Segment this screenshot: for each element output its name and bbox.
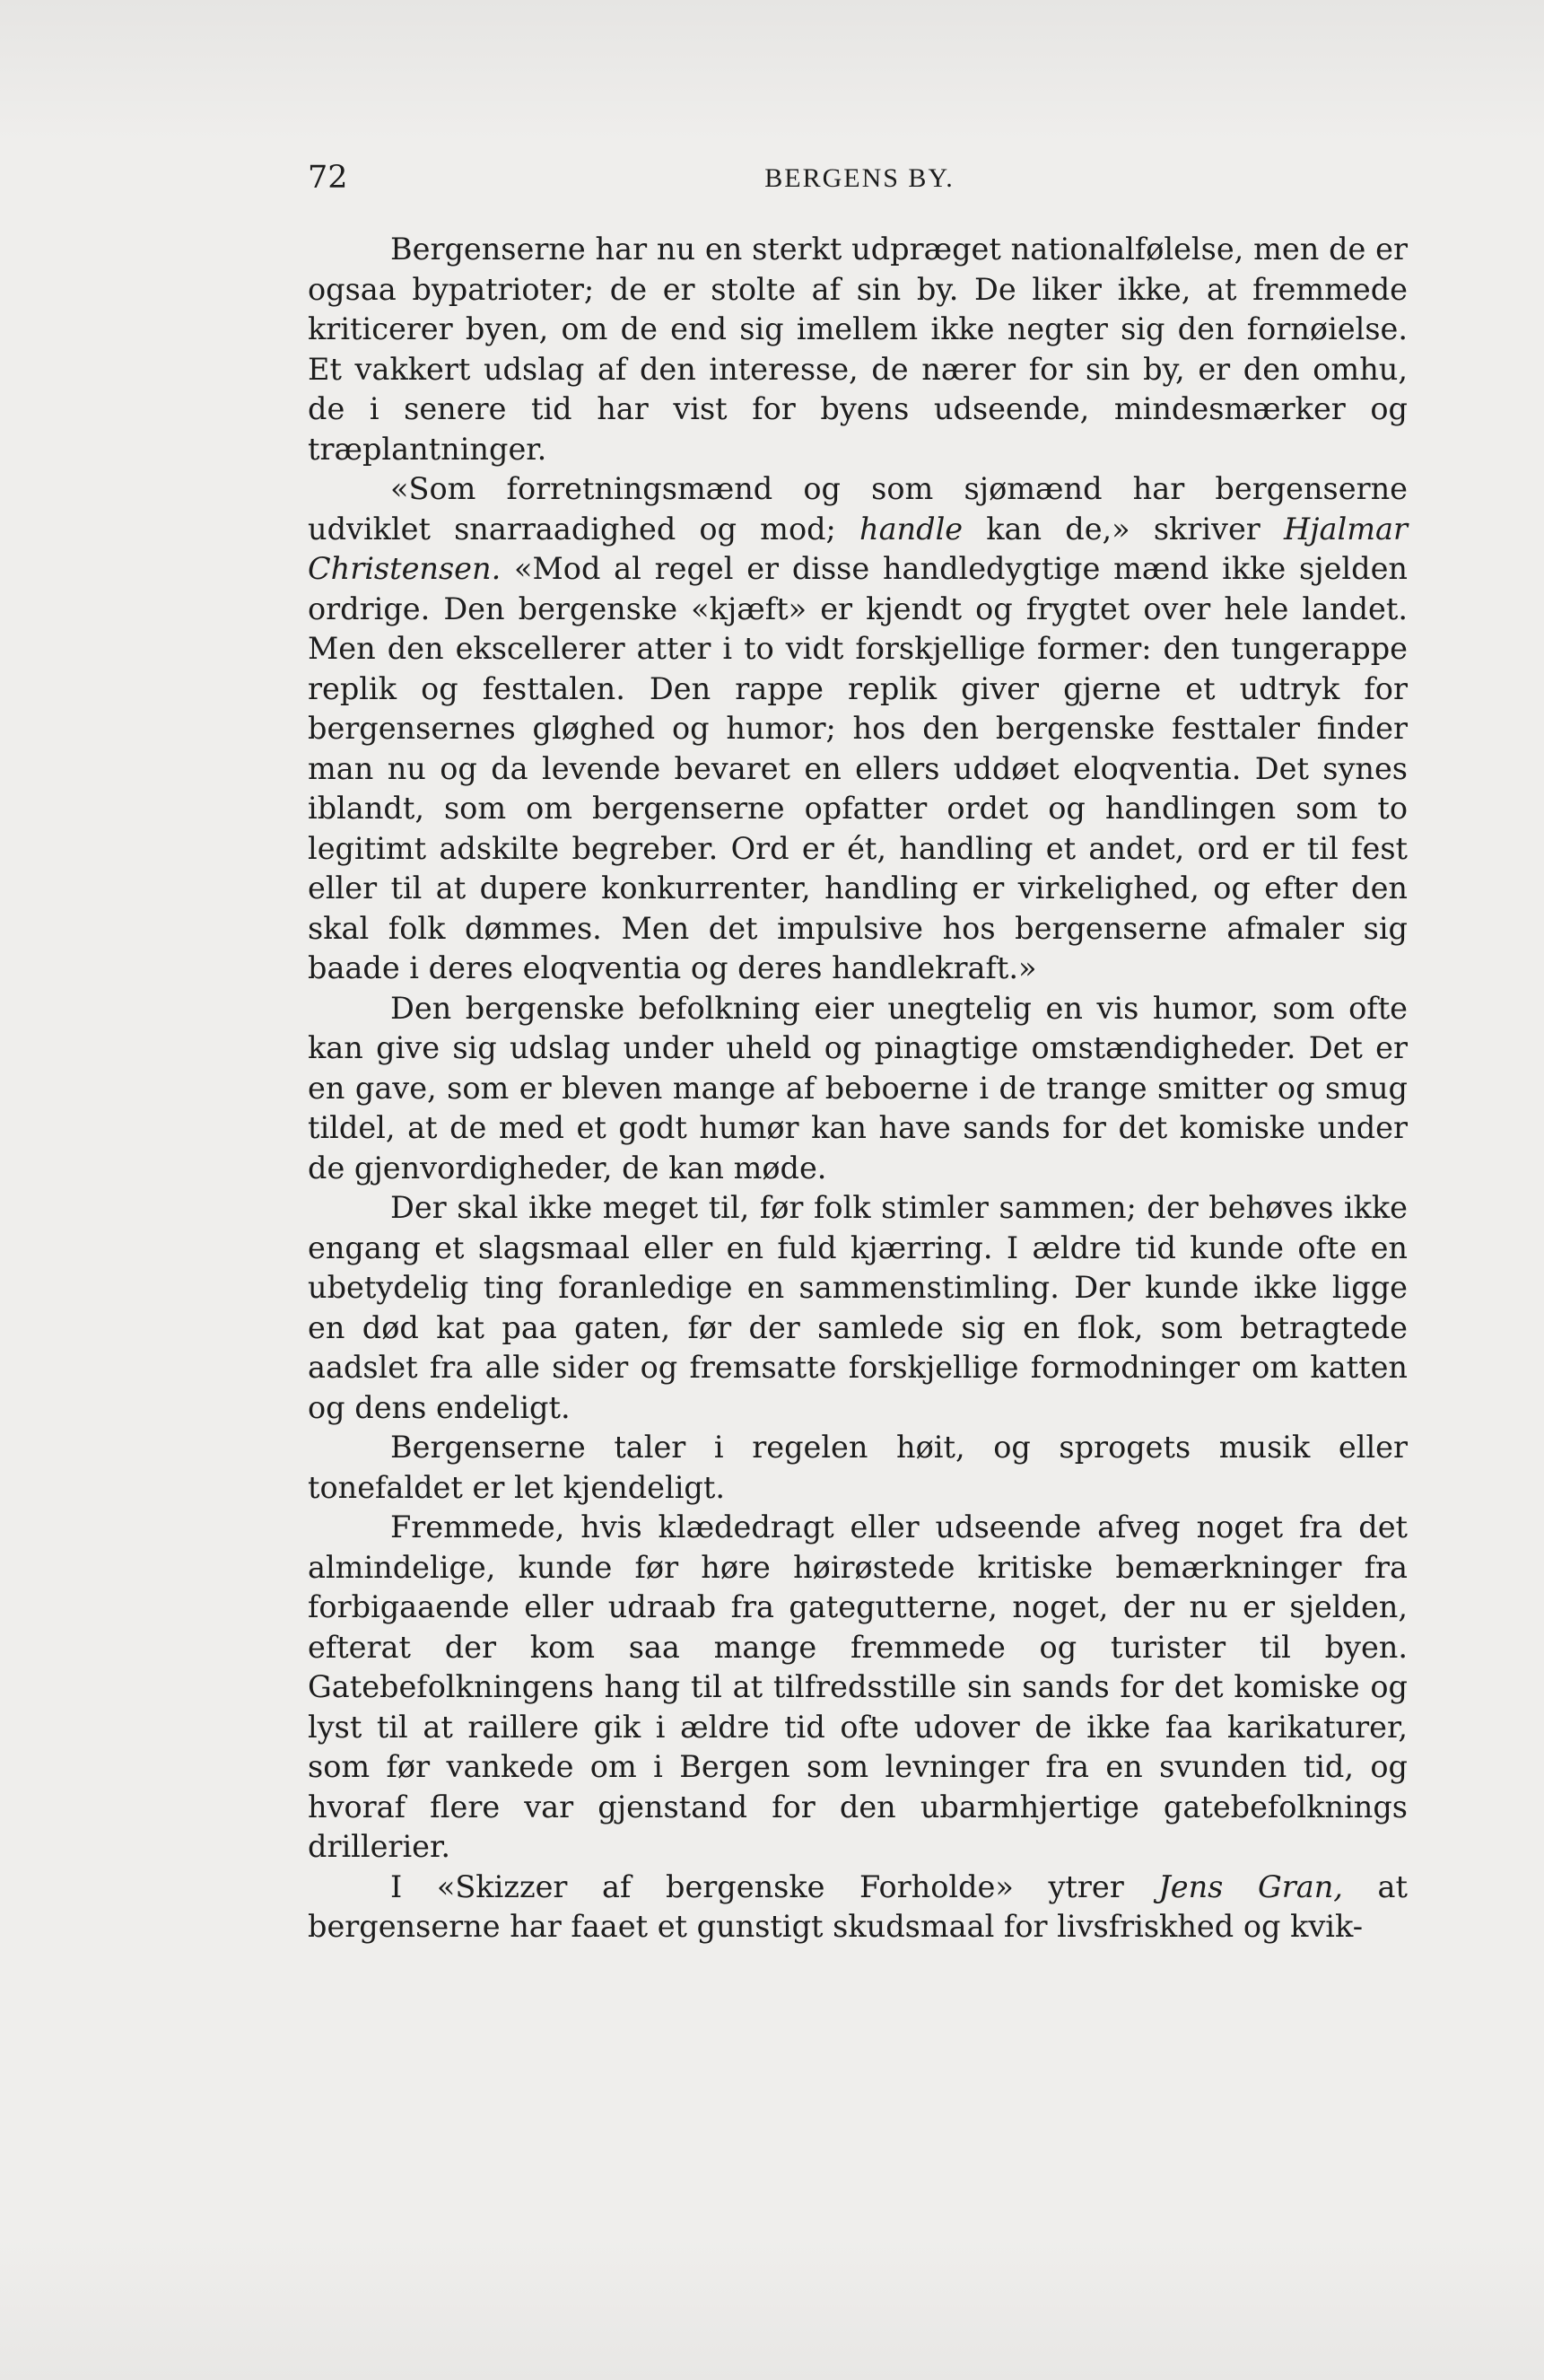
paragraph	[308, 989, 1408, 1189]
page-header	[308, 151, 1384, 205]
paragraph	[308, 230, 1408, 469]
text-segment: Der skal ikke meget til, før folk stimler sammen; der behøves ikke engang et slagsmaal eller en fuld kjærring. I ældre tid kunde ofte en ubetydelig ting foranledige en sammenstimling. Der kunde ikke ligge en død kat paa gaten, før der samlede sig en flok, som betragtede aadslet fra alle sider og fremsatte forskjellige formodninger om katten og dens endeligt.	[308, 1190, 1408, 1425]
paragraph	[308, 1428, 1408, 1508]
text-segment: kan de,» skriver	[963, 511, 1284, 547]
text-segment: «Mod al regel er disse handledygtige mænd ikke sjelden ordrige. Den bergenske «kjæft» er kjendt og frygtet over hele landet. Men den ekscellerer atter i to vidt forskjellige former: den tungerappe replik og festtalen. Den rappe replik giver gjerne et udtryk for bergensernes gløghed og humor; hos den bergenske festtaler finder man nu og da levende bevaret en ellers uddøet eloqventia. Det synes iblandt, som om bergenserne opfatter ordet og handlingen som to legitimt adskilte begreber. Ord er ét, handling et andet, ord er til fest eller til at dupere konkurrenter, handling er virkelighed, og efter den skal folk dømmes. Men det impulsive hos bergenserne afmaler sig baade i deres eloqventia og deres handlekraft.»	[308, 551, 1408, 985]
paragraph	[308, 1508, 1408, 1868]
text-segment: at bergenserne har faaet et gunstigt skudsmaal for livsfriskhed og kvik-	[308, 1868, 1408, 1944]
italic-word: handle	[859, 511, 964, 547]
text-segment: Fremmede, hvis klædedragt eller udseende afveg noget fra det almindelige, kunde før høre høirøstede kritiske bemærkninger fra forbigaaende eller udraab fra gategutterne, noget, der nu er sjelden, efterat der kom saa mange fremmede og turister til byen. Gatebefolkningens hang til at tilfredsstille sin sands for det komiske og lyst til at raillere gik i ældre tid ofte udover de ikke faa karikaturer, som før vankede om i Bergen som levninger fra en svunden tid, og hvoraf flere var gjenstand for den ubarmhjertige gatebefolknings drillerier.	[308, 1509, 1408, 1864]
paragraph	[308, 1188, 1408, 1428]
text-segment: Bergenserne taler i regelen høit, og sprogets musik eller tonefaldet er let kjendeligt.	[308, 1430, 1408, 1505]
body-text	[308, 230, 1408, 1947]
text-segment: I «Skizzer af bergenske Forholde» ytrer	[390, 1868, 1159, 1904]
page-number: 72	[308, 160, 348, 196]
paragraph	[308, 1868, 1408, 1947]
italic-author-name: Hjalmar Christensen.	[308, 511, 1408, 586]
text-segment: «Som forretningsmænd og som sjømænd har bergenserne udviklet snarraadighed og mod;	[308, 471, 1408, 547]
running-title: BERGENS BY.	[764, 163, 955, 193]
paragraph	[308, 469, 1408, 989]
text-segment: Bergenserne har nu en sterkt udpræget nationalfølelse, men de er ogsaa bypatrioter; de er stolte af sin by. De liker ikke, at fremmede kriticerer byen, om de end sig imellem ikke negter sig den fornøielse. Et vakkert udslag af den interesse, de nærer for sin by, er den omhu, de i senere tid har vist for byens udseende, mindesmærker og træplantninger.	[308, 232, 1408, 467]
italic-author-name: Jens Gran,	[1158, 1868, 1343, 1904]
text-segment: Den bergenske befolkning eier unegtelig en vis humor, som ofte kan give sig udslag under uheld og pinagtige omstændigheder. Det er en gave, som er bleven mange af beboerne i de trange smitter og smug tildel, at de med et godt humør kan have sands for det komiske under de gjenvordigheder, de kan møde.	[308, 990, 1408, 1186]
